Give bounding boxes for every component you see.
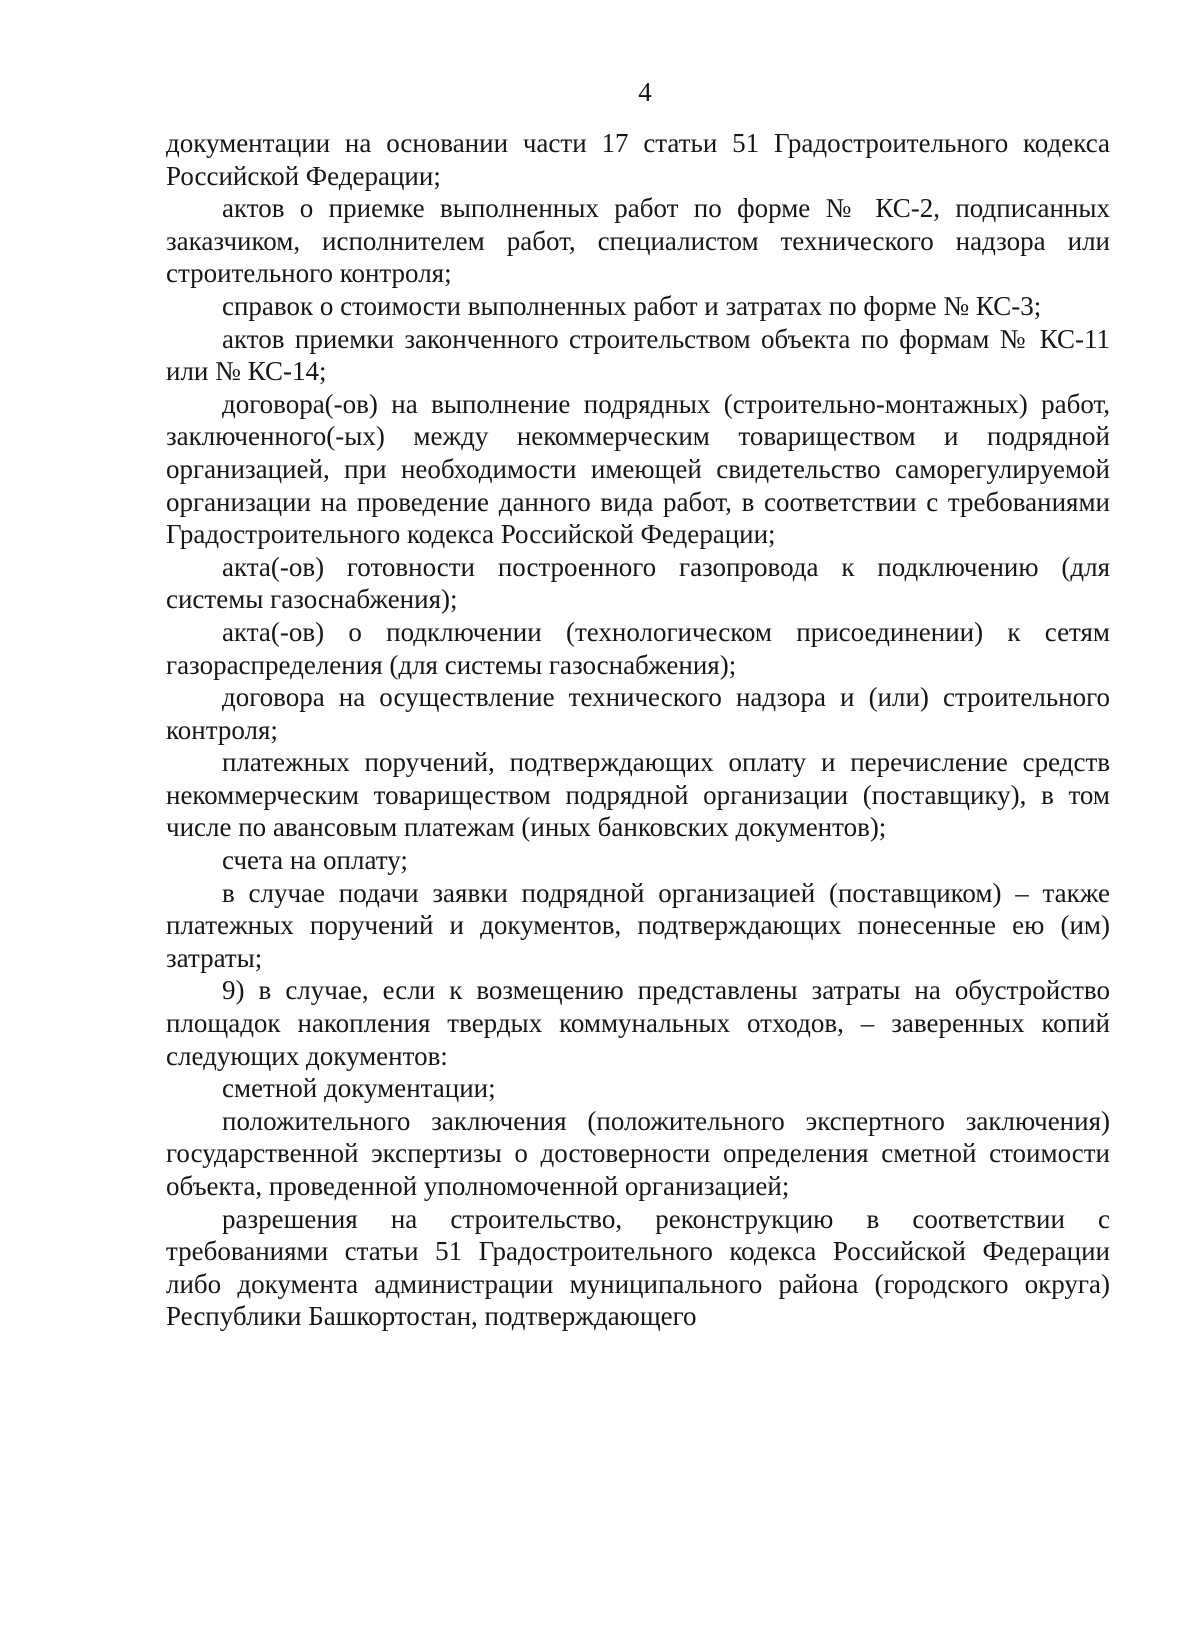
paragraph: акта(-ов) о подключении (технологическом присоединении) к сетям газораспределения (для системы газоснабжения); — [166, 616, 1110, 680]
paragraph: счета на оплату; — [222, 845, 408, 876]
paragraph: сметной документации; — [222, 1073, 496, 1104]
paragraph: договора(-ов) на выполнение подрядных (строительно-монтажных) работ, заключенного(-ых) между некоммерческим товариществом и подрядной организацией, при необходимости имеющей свидетельство саморегулируемой организации на проведение данного вида работ, в соответствии с требованиями Градостроительного кодекса Российской Федерации; — [166, 388, 1110, 550]
paragraph: в случае подачи заявки подрядной организацией (поставщиком) – также платежных поручений и документов, подтверждающих понесенные ею (им) затраты; — [166, 877, 1110, 973]
page-number: 4 — [638, 77, 652, 107]
paragraph: 9) в случае, если к возмещению представлены затраты на обустройство площадок накопления твердых коммунальных отходов, – заверенных копий следующих документов: — [166, 975, 1110, 1071]
paragraph: разрешения на строительство, реконструкцию в соответствии с требованиями статьи 51 Градостроительного кодекса Российской Федерации либо документа администрации муниципального района (городского округа) Республики Башкортостан, подтверждающего — [166, 1203, 1110, 1332]
paragraph: платежных поручений, подтверждающих оплату и перечисление средств некоммерческим товариществом подрядной организации (поставщику), в том числе по авансовым платежам (иных банковских документов); — [166, 747, 1110, 843]
paragraph: справок о стоимости выполненных работ и затратах по форме № КС-3; — [222, 290, 1042, 321]
paragraph: актов о приемке выполненных работ по форме № КС-2, подписанных заказчиком, исполнителем работ, специалистом технического надзора или строительного контроля; — [166, 193, 1110, 289]
paragraph: договора на осуществление технического надзора и (или) строительного контроля; — [166, 682, 1110, 745]
paragraph: актов приемки законченного строительством объекта по формам № КС-11 или № КС-14; — [166, 323, 1110, 387]
paragraph: акта(-ов) готовности построенного газопровода к подключению (для системы газоснабжения); — [166, 551, 1110, 615]
paragraph: положительного заключения (положительного экспертного заключения) государственной экспертизы о достоверности определения сметной стоимости объекта, проведенной уполномоченной организацией; — [166, 1105, 1110, 1201]
document-body — [166, 127, 1110, 1333]
paragraph: документации на основании части 17 статьи 51 Градостроительного кодекса Российской Федерации; — [166, 128, 1110, 191]
